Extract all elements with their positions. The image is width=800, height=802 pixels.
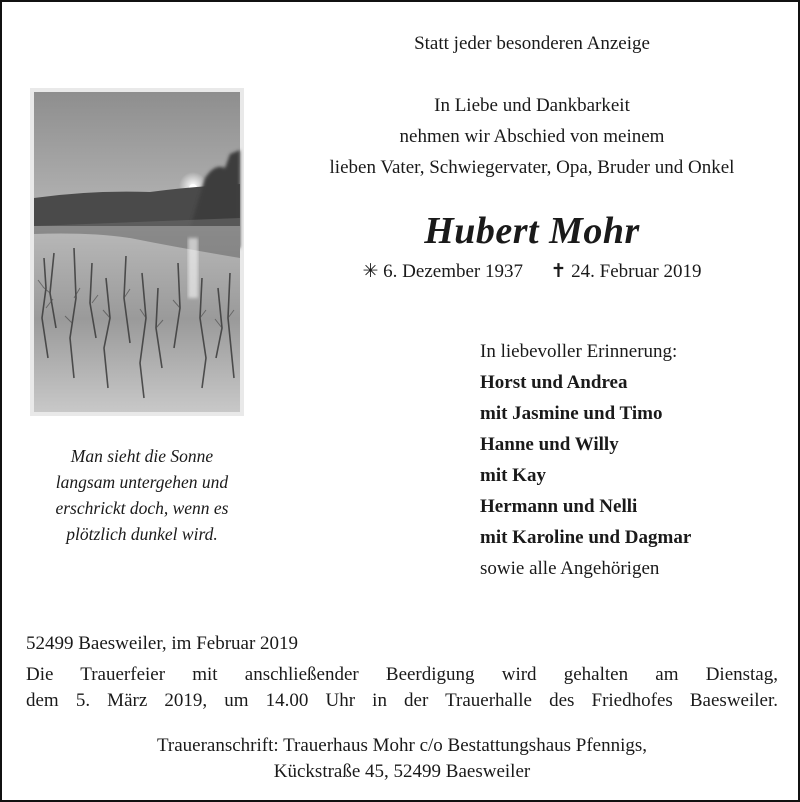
intro-line: In Liebe und Dankbarkeit bbox=[434, 95, 630, 116]
mourner-name: mit Kay bbox=[480, 465, 546, 486]
mourner-name: mit Jasmine und Timo bbox=[480, 403, 663, 424]
address-line: Kückstraße 45, 52499 Baesweiler bbox=[273, 761, 531, 782]
funeral-info bbox=[26, 662, 778, 714]
quote-line: langsam untergehen und bbox=[55, 472, 229, 492]
mourner-name: Hanne und Willy bbox=[480, 434, 619, 455]
intro-text bbox=[272, 90, 792, 183]
mourning-address bbox=[26, 733, 778, 785]
intro-line: lieben Vater, Schwiegervater, Opa, Bruder und Onkel bbox=[329, 157, 735, 178]
funeral-line: Die Trauerfeier mit anschließender Beerdigung wird gehalten am Dienstag, bbox=[26, 664, 778, 685]
mourners-closing: sowie alle Angehörigen bbox=[480, 558, 660, 579]
birth-date: 6. Dezember 1937 bbox=[383, 261, 523, 282]
address-line: Traueranschrift: Trauerhaus Mohr c/o Bestattungshaus Pfennigs, bbox=[156, 735, 648, 756]
intro-line: nehmen wir Abschied von meinem bbox=[399, 126, 665, 147]
birth-star-icon: ✳ bbox=[362, 261, 379, 282]
mourner-name: Hermann und Nelli bbox=[480, 496, 638, 517]
memorial-quote bbox=[22, 443, 262, 547]
life-dates bbox=[272, 260, 792, 283]
quote-line: plötzlich dunkel wird. bbox=[66, 524, 218, 544]
mourners-intro: In liebevoller Erinnerung: bbox=[480, 341, 678, 362]
death-date: 24. Februar 2019 bbox=[571, 261, 702, 282]
mourner-name: mit Karoline und Dagmar bbox=[480, 527, 692, 548]
sunset-lake-photo bbox=[30, 88, 244, 416]
quote-line: Man sieht die Sonne bbox=[70, 446, 214, 466]
mourners-list bbox=[480, 336, 691, 584]
place-date: 52499 Baesweiler, im Februar 2019 bbox=[26, 633, 299, 654]
funeral-line: dem 5. März 2019, um 14.00 Uhr in der Trauerhalle des Friedhofes Baesweiler. bbox=[26, 690, 778, 711]
death-cross-icon: ✝ bbox=[550, 261, 567, 282]
mourner-name: Horst und Andrea bbox=[480, 372, 628, 393]
deceased-name: Hubert Mohr bbox=[424, 210, 640, 252]
notice-headline: Statt jeder besonderen Anzeige bbox=[414, 33, 650, 54]
quote-line: erschrickt doch, wenn es bbox=[55, 498, 229, 518]
